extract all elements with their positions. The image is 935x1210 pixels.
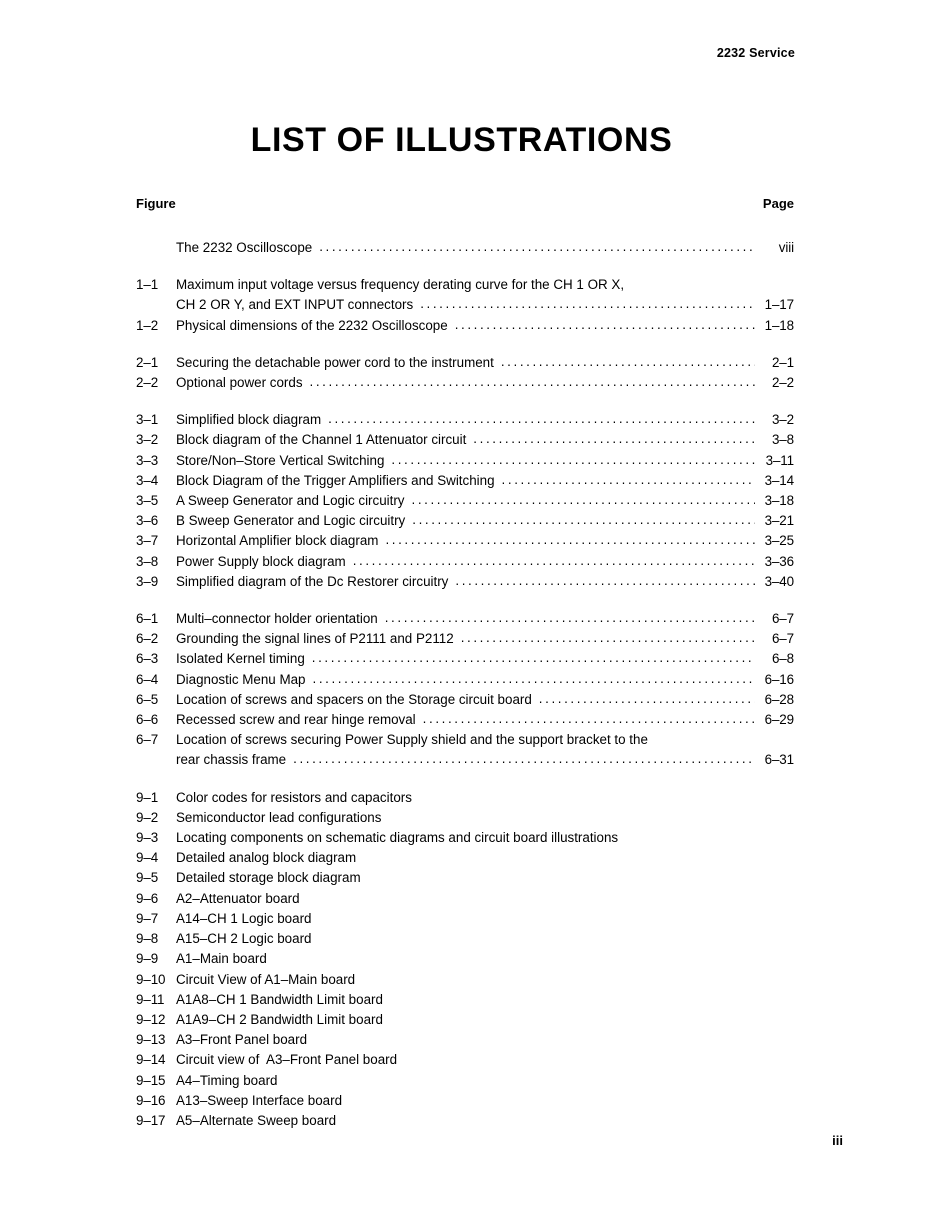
toc-leader-dots <box>461 628 755 648</box>
toc-entry-body <box>176 1071 794 1091</box>
toc-page-number: 3–2 <box>771 412 794 428</box>
toc-leader-dots <box>473 429 755 449</box>
toc-entry[interactable] <box>136 491 794 511</box>
toc-entry-line <box>176 471 794 491</box>
column-headers <box>136 196 794 211</box>
toc-entry-title: Block diagram of the Channel 1 Attenuator circuit <box>176 432 467 448</box>
toc-figure-number: 9–11 <box>136 991 165 1007</box>
toc-entry-title: Location of screws and spacers on the Storage circuit board <box>176 691 532 707</box>
toc-entry-line <box>176 609 794 629</box>
toc-entry-body <box>176 848 794 868</box>
toc-group-section-2 <box>136 353 794 393</box>
toc-group-front-matter <box>136 238 794 258</box>
toc-entry-line <box>176 451 794 471</box>
toc-figure-number: 3–1 <box>136 412 159 428</box>
toc-entry-line-continued <box>176 750 794 770</box>
toc-entry[interactable] <box>136 430 794 450</box>
toc-page-number: 3–36 <box>764 553 794 569</box>
toc-entry-body <box>176 929 794 949</box>
toc-page-number: 3–25 <box>764 533 794 549</box>
toc-leader-dots <box>455 315 755 335</box>
toc-entry-line <box>176 275 794 295</box>
toc-entry-line <box>176 531 794 551</box>
toc-entry-title: Block Diagram of the Trigger Amplifiers and Switching <box>176 472 495 488</box>
toc-entry[interactable] <box>136 552 794 572</box>
toc-figure-number: 9–6 <box>136 890 159 906</box>
toc-entry-title: Multi–connector holder orientation <box>176 611 378 627</box>
toc-entry-title: Diagnostic Menu Map <box>176 671 306 687</box>
toc-entry-title-continued: rear chassis frame <box>176 752 287 768</box>
toc-entry-title: A2–Attenuator board <box>176 890 300 906</box>
toc-entry-body <box>176 238 794 258</box>
toc-entry-body <box>176 990 794 1010</box>
toc-leader-dots <box>313 669 755 689</box>
toc-leader-dots <box>412 510 755 530</box>
toc-entry-line <box>176 929 794 949</box>
toc-figure-number: 6–7 <box>136 732 159 748</box>
toc-entry-line <box>176 788 794 808</box>
toc-entry-body <box>176 451 794 471</box>
toc-entry[interactable] <box>136 889 794 909</box>
toc-entry-title: Securing the detachable power cord to the instrument <box>176 354 494 370</box>
toc-entry[interactable] <box>136 909 794 929</box>
toc-entry-line <box>176 1050 794 1070</box>
toc-page-number: viii <box>778 240 794 255</box>
toc-entry-title: Circuit view of A3–Front Panel board <box>176 1052 398 1068</box>
toc-leader-dots <box>539 689 755 709</box>
toc-entry-line <box>176 491 794 511</box>
toc-entry-title: Locating components on schematic diagrams and circuit board illustrations <box>176 830 619 846</box>
toc-entry[interactable] <box>136 471 794 491</box>
toc-leader-dots <box>385 608 755 628</box>
toc-figure-number: 6–6 <box>136 712 159 728</box>
toc-page-number: 3–11 <box>765 452 794 468</box>
toc-entry-body <box>176 788 794 808</box>
toc-entry-title: Isolated Kernel timing <box>176 651 305 667</box>
toc-entry-body <box>176 889 794 909</box>
toc-entry[interactable] <box>136 238 794 258</box>
toc-entry[interactable] <box>136 710 794 730</box>
toc-entry-line <box>176 889 794 909</box>
toc-entry-line <box>176 238 794 258</box>
toc-entry-title: A1–Main board <box>176 951 267 967</box>
toc-entry-line <box>176 511 794 531</box>
toc-entry[interactable] <box>136 353 794 373</box>
page-title: LIST OF ILLUSTRATIONS <box>250 120 673 159</box>
toc-entry[interactable] <box>136 808 794 828</box>
toc-entry-title: A1A8–CH 1 Bandwidth Limit board <box>176 991 383 1007</box>
toc-leader-dots <box>423 709 755 729</box>
toc-entry-body <box>176 670 794 690</box>
toc-entry[interactable] <box>136 410 794 430</box>
toc-entry-title: The 2232 Oscilloscope <box>176 240 313 255</box>
toc-entry-body <box>176 275 794 315</box>
toc-entry-line <box>176 808 794 828</box>
toc-entry[interactable] <box>136 690 794 710</box>
toc-entry-line <box>176 316 794 336</box>
toc-entry-line <box>176 649 794 669</box>
toc-entry-line <box>176 848 794 868</box>
toc-leader-dots <box>455 571 755 591</box>
toc-entry[interactable] <box>136 788 794 808</box>
toc-entry-body <box>176 572 794 592</box>
toc-figure-number: 6–1 <box>136 611 159 627</box>
toc-entry-title: Maximum input voltage versus frequency derating curve for the CH 1 OR X, <box>176 277 625 293</box>
toc-entry-body <box>176 909 794 929</box>
toc-figure-number: 9–14 <box>136 1052 166 1068</box>
toc-page-number: 6–8 <box>771 651 794 667</box>
toc-figure-number: 3–9 <box>136 573 159 589</box>
toc-leader-dots <box>353 551 755 571</box>
toc-entry-title: Detailed analog block diagram <box>176 850 357 866</box>
toc-figure-number: 9–17 <box>136 1112 166 1128</box>
toc-entry-title: A Sweep Generator and Logic circuitry <box>176 493 405 509</box>
toc-entry-line <box>176 949 794 969</box>
toc-page-number: 6–7 <box>771 631 794 647</box>
toc-figure-number: 9–3 <box>136 830 159 846</box>
toc-entry-body <box>176 1030 794 1050</box>
toc-entry-body <box>176 552 794 572</box>
toc-entry-body <box>176 808 794 828</box>
toc-entry-line <box>176 970 794 990</box>
toc-entry-line <box>176 1010 794 1030</box>
toc-leader-dots <box>293 749 755 769</box>
toc-group-section-3 <box>136 410 794 592</box>
toc-entry-body <box>176 710 794 730</box>
toc-entry-body <box>176 629 794 649</box>
toc-entry-line <box>176 572 794 592</box>
toc-figure-number: 9–5 <box>136 870 159 886</box>
toc-entry-title: B Sweep Generator and Logic circuitry <box>176 513 406 529</box>
toc-figure-number: 3–3 <box>136 452 159 468</box>
toc-figure-number: 9–10 <box>136 971 166 987</box>
toc-page-number: 3–8 <box>771 432 794 448</box>
toc-entry-title: A14–CH 1 Logic board <box>176 910 312 926</box>
toc-entry-body <box>176 491 794 511</box>
toc-entry-body <box>176 868 794 888</box>
toc-group-section-9 <box>136 788 794 1131</box>
toc-entry-line <box>176 828 794 848</box>
toc-entry-line <box>176 1091 794 1111</box>
toc-figure-number: 1–1 <box>136 277 159 293</box>
toc-entry-body <box>176 1010 794 1030</box>
toc-entry-body <box>176 730 794 770</box>
toc-entry[interactable] <box>136 649 794 669</box>
toc-entry-line <box>176 710 794 730</box>
toc-entry-title: A1A9–CH 2 Bandwidth Limit board <box>176 1011 383 1027</box>
toc-entry[interactable] <box>136 1010 794 1030</box>
toc-entry-title: A13–Sweep Interface board <box>176 1092 343 1108</box>
toc-entry-line <box>176 990 794 1010</box>
toc-figure-number: 9–1 <box>136 789 159 805</box>
toc-leader-dots <box>385 530 755 550</box>
toc-entry-body <box>176 1050 794 1070</box>
toc-figure-number: 9–13 <box>136 1032 166 1048</box>
toc-entry-title: A4–Timing board <box>176 1072 278 1088</box>
toc-entry[interactable] <box>136 451 794 471</box>
toc-entry-title: Circuit View of A1–Main board <box>176 971 356 987</box>
toc-entry-title: Simplified block diagram <box>176 412 322 428</box>
toc-figure-number: 2–1 <box>136 354 159 370</box>
toc-entry[interactable] <box>136 1050 794 1070</box>
toc-figure-number: 3–4 <box>136 472 159 488</box>
toc-page-number: 3–21 <box>764 513 794 529</box>
toc-entry[interactable] <box>136 511 794 531</box>
toc-group-section-6 <box>136 609 794 771</box>
toc-entry[interactable] <box>136 629 794 649</box>
toc-entry-title: A5–Alternate Sweep board <box>176 1112 337 1128</box>
toc-leader-dots <box>420 294 755 314</box>
toc-page-number: 3–40 <box>764 573 794 589</box>
toc-entry-body <box>176 949 794 969</box>
toc-leader-dots <box>319 237 755 257</box>
toc-leader-dots <box>328 409 755 429</box>
toc-figure-number: 6–3 <box>136 651 159 667</box>
toc-page-number: 3–14 <box>764 472 794 488</box>
toc-figure-number: 9–4 <box>136 850 159 866</box>
toc-entry-line-continued <box>176 295 794 315</box>
toc-entry-body <box>176 690 794 710</box>
toc-entry[interactable] <box>136 1071 794 1091</box>
toc-figure-number: 6–4 <box>136 671 159 687</box>
toc-entry[interactable] <box>136 1091 794 1111</box>
toc-entry-body <box>176 1111 794 1131</box>
toc-entry-title: Location of screws securing Power Supply shield and the support bracket to the <box>176 732 648 748</box>
page-column-header: Page <box>762 196 794 211</box>
toc-entry-body <box>176 511 794 531</box>
toc-entry[interactable] <box>136 929 794 949</box>
toc-entry[interactable] <box>136 609 794 629</box>
toc-figure-number: 2–2 <box>136 375 159 391</box>
toc-entry[interactable] <box>136 990 794 1010</box>
toc-figure-number: 6–5 <box>136 691 159 707</box>
toc-leader-dots <box>310 372 755 392</box>
folio-page-number: iii <box>832 1133 843 1148</box>
toc-figure-number: 3–6 <box>136 513 159 529</box>
toc-entry-title: Store/Non–Store Vertical Switching <box>176 452 385 468</box>
toc-figure-number: 9–12 <box>136 1011 166 1027</box>
toc-entry-title: Optional power cords <box>176 375 303 391</box>
toc-entry-body <box>176 471 794 491</box>
toc-page-number: 6–29 <box>764 712 794 728</box>
toc-entry-line <box>176 868 794 888</box>
toc-entry[interactable] <box>136 1030 794 1050</box>
toc-leader-dots <box>312 648 755 668</box>
toc-page-number: 1–18 <box>764 317 794 333</box>
toc-entry-body <box>176 316 794 336</box>
running-head: 2232 Service <box>716 46 795 60</box>
toc-entry[interactable] <box>136 670 794 690</box>
toc-entry-title: Horizontal Amplifier block diagram <box>176 533 379 549</box>
toc-entry-title: Semiconductor lead configurations <box>176 809 382 825</box>
toc-figure-number: 6–2 <box>136 631 159 647</box>
toc-entry-line <box>176 430 794 450</box>
toc-entry-line <box>176 1071 794 1091</box>
toc-entry-title: Simplified diagram of the Dc Restorer circuitry <box>176 573 449 589</box>
toc-figure-number: 9–15 <box>136 1072 166 1088</box>
toc-entry-line <box>176 730 794 750</box>
figure-column-header: Figure <box>136 196 176 211</box>
toc-figure-number: 3–7 <box>136 533 159 549</box>
toc-figure-number: 9–7 <box>136 910 159 926</box>
toc-page-number: 6–16 <box>764 671 794 687</box>
toc-entry-line <box>176 552 794 572</box>
toc-page-number: 1–17 <box>764 297 794 313</box>
toc-entry-title: Detailed storage block diagram <box>176 870 361 886</box>
toc-entry-line <box>176 909 794 929</box>
toc-leader-dots <box>502 470 755 490</box>
toc-page-number: 6–28 <box>764 691 794 707</box>
toc-entry[interactable] <box>136 531 794 551</box>
toc-figure-number: 1–2 <box>136 317 159 333</box>
toc-entry[interactable] <box>136 828 794 848</box>
toc-entry[interactable] <box>136 949 794 969</box>
toc-entry-title: Power Supply block diagram <box>176 553 346 569</box>
toc-figure-number: 9–9 <box>136 951 159 967</box>
toc-figure-number: 9–2 <box>136 809 159 825</box>
toc-entry-title: Recessed screw and rear hinge removal <box>176 712 416 728</box>
toc-entry-line <box>176 353 794 373</box>
toc-figure-number: 3–5 <box>136 493 159 509</box>
toc-entry-title: Grounding the signal lines of P2111 and P2112 <box>176 631 454 647</box>
toc-entry-body <box>176 970 794 990</box>
toc-entry-title-continued: CH 2 OR Y, and EXT INPUT connectors <box>176 297 414 313</box>
toc-entry[interactable] <box>136 1111 794 1131</box>
toc-entry-line <box>176 373 794 393</box>
toc-entry-body <box>176 410 794 430</box>
toc-page-number: 3–18 <box>764 493 794 509</box>
toc-figure-number: 3–2 <box>136 432 159 448</box>
toc-figure-number: 9–8 <box>136 931 159 947</box>
toc-entry-line <box>176 690 794 710</box>
toc-entry-body <box>176 430 794 450</box>
toc-figure-number: 9–16 <box>136 1092 166 1108</box>
toc-entry[interactable] <box>136 970 794 990</box>
toc-entry-body <box>176 828 794 848</box>
list-of-illustrations <box>136 238 794 1131</box>
toc-entry-line <box>176 1030 794 1050</box>
toc-entry[interactable] <box>136 730 794 770</box>
toc-entry[interactable] <box>136 373 794 393</box>
toc-group-section-1 <box>136 275 794 336</box>
toc-page-number: 2–1 <box>771 354 794 370</box>
toc-entry-title: A3–Front Panel board <box>176 1032 308 1048</box>
toc-leader-dots <box>391 450 755 470</box>
toc-entry-line <box>176 670 794 690</box>
toc-entry-body <box>176 353 794 373</box>
toc-entry[interactable] <box>136 572 794 592</box>
toc-page-number: 6–31 <box>764 752 794 768</box>
toc-entry-body <box>176 373 794 393</box>
toc-entry[interactable] <box>136 316 794 336</box>
toc-leader-dots <box>501 352 755 372</box>
toc-page-number: 6–7 <box>771 611 794 627</box>
toc-entry[interactable] <box>136 848 794 868</box>
toc-entry-body <box>176 531 794 551</box>
toc-leader-dots <box>412 490 755 510</box>
toc-entry-title: A15–CH 2 Logic board <box>176 931 312 947</box>
toc-entry-body <box>176 1091 794 1111</box>
toc-entry[interactable] <box>136 868 794 888</box>
toc-entry-title: Color codes for resistors and capacitors <box>176 789 412 805</box>
toc-entry-line <box>176 629 794 649</box>
toc-entry-body <box>176 609 794 629</box>
toc-entry-line <box>176 410 794 430</box>
toc-entry-body <box>176 649 794 669</box>
toc-entry-line <box>176 1111 794 1131</box>
toc-figure-number: 3–8 <box>136 553 159 569</box>
toc-page-number: 2–2 <box>771 375 794 391</box>
toc-entry-title: Physical dimensions of the 2232 Oscilloscope <box>176 317 448 333</box>
toc-entry[interactable] <box>136 275 794 315</box>
